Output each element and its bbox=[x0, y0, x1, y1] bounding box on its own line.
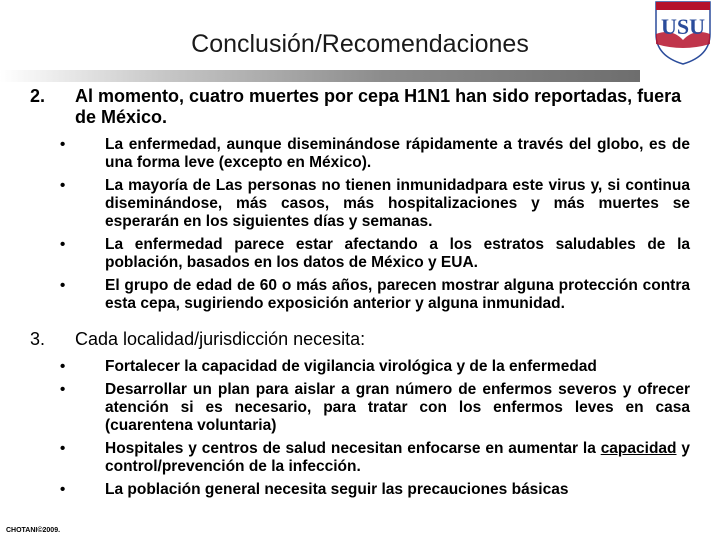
bullet-icon: • bbox=[60, 277, 66, 294]
bullet-icon: • bbox=[60, 358, 66, 375]
bullet-icon: • bbox=[60, 481, 66, 498]
point-3-bullets bbox=[60, 358, 690, 499]
underlined-word: capacidad bbox=[600, 440, 677, 457]
title-underline bbox=[0, 70, 640, 82]
list-item: • Desarrollar un plan para aislar a gran número de enfermos severos y ofrecer atención si es necesario, para tratar con los enfermos leves en casa (cuarentena voluntaria) bbox=[60, 381, 690, 434]
list-item: • La mayoría de Las personas no tienen inmunidadpara este virus y, si continua diseminándose, más casos, más hospitalizaciones y más muertes se esperarán en los siguientes días y semanas. bbox=[60, 177, 690, 230]
bullet-icon: • bbox=[60, 136, 66, 153]
list-item: • El grupo de edad de 60 o más años, parecen mostrar alguna protección contra esta cepa, sugiriendo exposición anterior y alguna inmunidad. bbox=[60, 277, 690, 312]
slide-title: Conclusión/Recomendaciones bbox=[191, 30, 529, 58]
list-item bbox=[60, 440, 690, 476]
bullet-icon: • bbox=[60, 236, 66, 253]
point-text: Cada localidad/jurisdicción necesita: bbox=[75, 329, 366, 349]
university-logo bbox=[652, 0, 714, 66]
logo-text: USU bbox=[660, 14, 706, 39]
list-item: • La población general necesita seguir las precauciones básicas bbox=[60, 481, 569, 498]
list-item: • Fortalecer la capacidad de vigilancia virológica y de la enfermedad bbox=[60, 358, 597, 375]
slide-body bbox=[30, 86, 690, 504]
bullet-icon: • bbox=[60, 381, 66, 398]
bullet-icon: • bbox=[60, 440, 66, 457]
point-number: 3. bbox=[30, 329, 46, 349]
point-number: 2. bbox=[30, 86, 46, 106]
point-3 bbox=[30, 329, 690, 350]
point-text: Al momento, cuatro muertes por cepa H1N1 han sido reportadas, fuera de México. bbox=[75, 86, 682, 127]
list-item: • La enfermedad parece estar afectando a los estratos saludables de la población, basados en los datos de México y EUA. bbox=[60, 236, 690, 271]
list-item: • La enfermedad, aunque diseminándose rápidamente a través del globo, es de una forma leve (excepto en México). bbox=[60, 136, 690, 171]
point-2 bbox=[30, 86, 690, 128]
bullet-icon: • bbox=[60, 177, 66, 194]
point-2-bullets bbox=[60, 136, 690, 313]
copyright-footer: CHOTANI©2009. bbox=[6, 527, 61, 534]
list-item-text: Hospitales y centros de salud necesitan enfocarse en aumentar la capacidad y control/prevención de la infección. bbox=[105, 440, 690, 475]
